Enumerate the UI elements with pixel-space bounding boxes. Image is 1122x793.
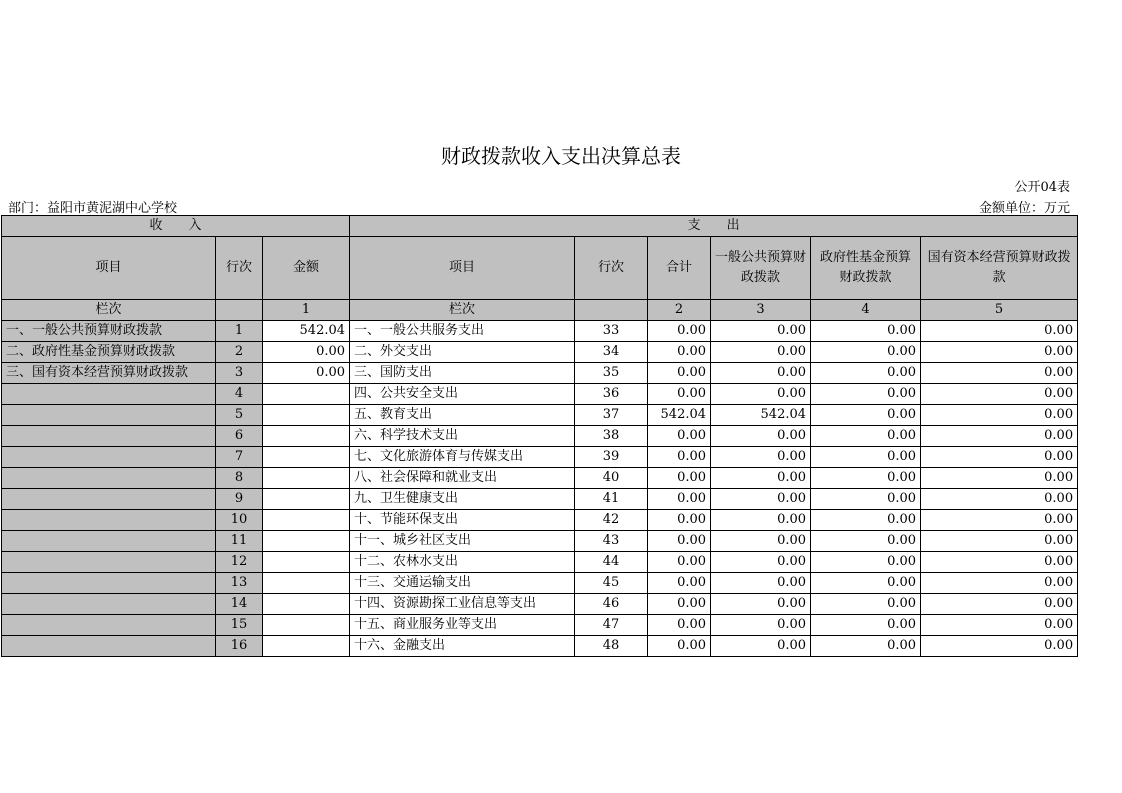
expense-item: 九、卫生健康支出 <box>350 489 575 510</box>
general-budget-amount: 0.00 <box>711 573 811 594</box>
total-amount: 0.00 <box>648 363 711 384</box>
state-capital-amount: 0.00 <box>921 594 1078 615</box>
expense-row-number: 47 <box>575 615 648 636</box>
total-amount: 542.04 <box>648 405 711 426</box>
expense-item: 十四、资源勘探工业信息等支出 <box>350 594 575 615</box>
state-capital-amount: 0.00 <box>921 531 1078 552</box>
expense-item-header: 项目 <box>350 237 575 300</box>
expense-header: 支 出 <box>350 216 1078 237</box>
table-row <box>2 363 1078 384</box>
expense-row-number: 34 <box>575 342 648 363</box>
fund-budget-amount: 0.00 <box>811 342 921 363</box>
general-budget-amount: 0.00 <box>711 510 811 531</box>
expense-row-number: 36 <box>575 384 648 405</box>
state-capital-amount: 0.00 <box>921 489 1078 510</box>
income-item <box>2 636 216 657</box>
general-budget-amount: 0.00 <box>711 615 811 636</box>
table-row <box>2 405 1078 426</box>
income-item <box>2 384 216 405</box>
income-item: 三、国有资本经营预算财政拨款 <box>2 363 216 384</box>
fund-budget-amount: 0.00 <box>811 426 921 447</box>
state-capital-amount: 0.00 <box>921 468 1078 489</box>
income-item-header: 项目 <box>2 237 216 300</box>
state-capital-header: 国有资本经营预算财政拨款 <box>921 237 1078 300</box>
general-budget-header: 一般公共预算财政拨款 <box>711 237 811 300</box>
income-row-number: 4 <box>216 384 263 405</box>
fund-budget-amount: 0.00 <box>811 405 921 426</box>
expense-item: 七、文化旅游体育与传媒支出 <box>350 447 575 468</box>
expense-item: 十一、城乡社区支出 <box>350 531 575 552</box>
state-capital-amount: 0.00 <box>921 636 1078 657</box>
state-capital-amount: 0.00 <box>921 552 1078 573</box>
fund-budget-amount: 0.00 <box>811 384 921 405</box>
general-budget-amount: 0.00 <box>711 363 811 384</box>
income-item <box>2 468 216 489</box>
column-number-2: 2 <box>648 300 711 321</box>
expense-item: 八、社会保障和就业支出 <box>350 468 575 489</box>
general-budget-amount: 0.00 <box>711 384 811 405</box>
expense-row-number: 37 <box>575 405 648 426</box>
income-row-number: 9 <box>216 489 263 510</box>
fund-budget-amount: 0.00 <box>811 447 921 468</box>
state-capital-amount: 0.00 <box>921 321 1078 342</box>
state-capital-amount: 0.00 <box>921 447 1078 468</box>
total-amount: 0.00 <box>648 615 711 636</box>
column-label: 栏次 <box>2 300 216 321</box>
expense-row-number: 40 <box>575 468 648 489</box>
column-number-5: 5 <box>921 300 1078 321</box>
table-row <box>2 384 1078 405</box>
expense-row-number: 48 <box>575 636 648 657</box>
income-row-number: 10 <box>216 510 263 531</box>
column-number-1: 1 <box>263 300 350 321</box>
income-row-number: 1 <box>216 321 263 342</box>
income-row-number: 7 <box>216 447 263 468</box>
income-row-number: 3 <box>216 363 263 384</box>
fund-budget-amount: 0.00 <box>811 363 921 384</box>
income-amount <box>263 384 350 405</box>
income-item <box>2 447 216 468</box>
total-amount: 0.00 <box>648 552 711 573</box>
expense-item: 四、公共安全支出 <box>350 384 575 405</box>
income-item: 一、一般公共预算财政拨款 <box>2 321 216 342</box>
fund-budget-amount: 0.00 <box>811 552 921 573</box>
expense-item: 十六、金融支出 <box>350 636 575 657</box>
expense-rowno-header: 行次 <box>575 237 648 300</box>
general-budget-amount: 0.00 <box>711 489 811 510</box>
expense-row-number: 46 <box>575 594 648 615</box>
fund-budget-amount: 0.00 <box>811 468 921 489</box>
income-row-number: 6 <box>216 426 263 447</box>
income-row-number: 11 <box>216 531 263 552</box>
expense-item: 十三、交通运输支出 <box>350 573 575 594</box>
expense-item: 三、国防支出 <box>350 363 575 384</box>
table-row <box>2 342 1078 363</box>
state-capital-amount: 0.00 <box>921 426 1078 447</box>
income-item <box>2 426 216 447</box>
expense-row-number: 39 <box>575 447 648 468</box>
expense-row-number: 45 <box>575 573 648 594</box>
fund-budget-amount: 0.00 <box>811 636 921 657</box>
expense-row-number: 42 <box>575 510 648 531</box>
income-amount <box>263 615 350 636</box>
income-amount <box>263 405 350 426</box>
income-amount <box>263 636 350 657</box>
income-item <box>2 405 216 426</box>
income-row-number: 5 <box>216 405 263 426</box>
fund-budget-amount: 0.00 <box>811 321 921 342</box>
expense-item: 一、一般公共服务支出 <box>350 321 575 342</box>
expense-item: 五、教育支出 <box>350 405 575 426</box>
income-amount <box>263 594 350 615</box>
total-amount: 0.00 <box>648 573 711 594</box>
table-row <box>2 573 1078 594</box>
income-row-number: 8 <box>216 468 263 489</box>
income-row-number: 15 <box>216 615 263 636</box>
general-budget-amount: 0.00 <box>711 342 811 363</box>
fund-budget-amount: 0.00 <box>811 489 921 510</box>
general-budget-amount: 0.00 <box>711 531 811 552</box>
income-rowno-header: 行次 <box>216 237 263 300</box>
income-amount <box>263 531 350 552</box>
expense-item: 十、节能环保支出 <box>350 510 575 531</box>
income-amount-header: 金额 <box>263 237 350 300</box>
total-amount: 0.00 <box>648 321 711 342</box>
total-amount: 0.00 <box>648 468 711 489</box>
income-amount <box>263 510 350 531</box>
state-capital-amount: 0.00 <box>921 405 1078 426</box>
total-amount: 0.00 <box>648 594 711 615</box>
income-amount: 0.00 <box>263 342 350 363</box>
table-row <box>2 447 1078 468</box>
form-number: 公开04表 <box>1014 180 1070 195</box>
expense-row-number: 44 <box>575 552 648 573</box>
state-capital-amount: 0.00 <box>921 363 1078 384</box>
state-capital-amount: 0.00 <box>921 342 1078 363</box>
fund-budget-amount: 0.00 <box>811 615 921 636</box>
income-row-number: 14 <box>216 594 263 615</box>
income-item <box>2 531 216 552</box>
general-budget-amount: 0.00 <box>711 468 811 489</box>
total-amount: 0.00 <box>648 342 711 363</box>
expense-item: 十五、商业服务业等支出 <box>350 615 575 636</box>
income-amount: 542.04 <box>263 321 350 342</box>
expense-row-number: 41 <box>575 489 648 510</box>
table-row <box>2 594 1078 615</box>
department-label: 部门：益阳市黄泥湖中心学校 <box>8 201 178 216</box>
general-budget-amount: 0.00 <box>711 636 811 657</box>
state-capital-amount: 0.00 <box>921 615 1078 636</box>
income-amount <box>263 489 350 510</box>
income-item <box>2 573 216 594</box>
budget-table <box>1 215 1078 657</box>
state-capital-amount: 0.00 <box>921 384 1078 405</box>
column-label-blank-2 <box>575 300 648 321</box>
state-capital-amount: 0.00 <box>921 573 1078 594</box>
income-row-number: 13 <box>216 573 263 594</box>
general-budget-amount: 542.04 <box>711 405 811 426</box>
general-budget-amount: 0.00 <box>711 594 811 615</box>
table-row <box>2 531 1078 552</box>
income-amount <box>263 426 350 447</box>
total-amount: 0.00 <box>648 636 711 657</box>
income-item <box>2 489 216 510</box>
income-item <box>2 594 216 615</box>
expense-row-number: 33 <box>575 321 648 342</box>
table-row <box>2 489 1078 510</box>
expense-row-number: 38 <box>575 426 648 447</box>
state-capital-amount: 0.00 <box>921 510 1078 531</box>
fund-budget-header: 政府性基金预算财政拨款 <box>811 237 921 300</box>
income-row-number: 2 <box>216 342 263 363</box>
table-row <box>2 615 1078 636</box>
fund-budget-amount: 0.00 <box>811 594 921 615</box>
column-label-blank <box>216 300 263 321</box>
general-budget-amount: 0.00 <box>711 552 811 573</box>
table-row <box>2 552 1078 573</box>
expense-row-number: 43 <box>575 531 648 552</box>
fund-budget-amount: 0.00 <box>811 573 921 594</box>
column-label-2: 栏次 <box>350 300 575 321</box>
income-header: 收 入 <box>2 216 350 237</box>
income-amount <box>263 447 350 468</box>
general-budget-amount: 0.00 <box>711 321 811 342</box>
expense-item: 六、科学技术支出 <box>350 426 575 447</box>
column-number-3: 3 <box>711 300 811 321</box>
total-amount: 0.00 <box>648 384 711 405</box>
income-item: 二、政府性基金预算财政拨款 <box>2 342 216 363</box>
fund-budget-amount: 0.00 <box>811 510 921 531</box>
table-row <box>2 426 1078 447</box>
total-amount: 0.00 <box>648 447 711 468</box>
table-row <box>2 321 1078 342</box>
table-row <box>2 636 1078 657</box>
income-row-number: 12 <box>216 552 263 573</box>
unit-label: 金额单位：万元 <box>978 201 1070 216</box>
expense-item: 二、外交支出 <box>350 342 575 363</box>
general-budget-amount: 0.00 <box>711 447 811 468</box>
total-amount: 0.00 <box>648 510 711 531</box>
income-amount <box>263 552 350 573</box>
income-amount <box>263 468 350 489</box>
total-amount: 0.00 <box>648 426 711 447</box>
total-header: 合计 <box>648 237 711 300</box>
income-amount: 0.00 <box>263 363 350 384</box>
expense-row-number: 35 <box>575 363 648 384</box>
income-item <box>2 510 216 531</box>
income-row-number: 16 <box>216 636 263 657</box>
column-number-4: 4 <box>811 300 921 321</box>
expense-item: 十二、农林水支出 <box>350 552 575 573</box>
general-budget-amount: 0.00 <box>711 426 811 447</box>
total-amount: 0.00 <box>648 531 711 552</box>
income-amount <box>263 573 350 594</box>
table-row <box>2 510 1078 531</box>
total-amount: 0.00 <box>648 489 711 510</box>
income-item <box>2 552 216 573</box>
page-title: 财政拨款收入支出决算总表 <box>441 144 681 168</box>
table-row <box>2 468 1078 489</box>
fund-budget-amount: 0.00 <box>811 531 921 552</box>
income-item <box>2 615 216 636</box>
